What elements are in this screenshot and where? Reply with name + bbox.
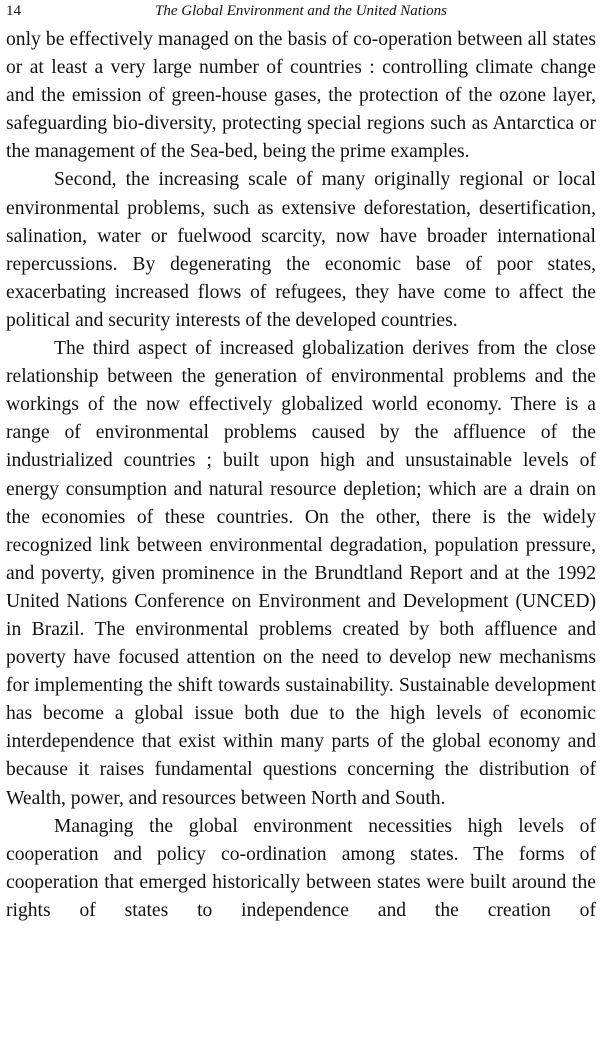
running-title: The Global Environment and the United Nations: [155, 3, 447, 19]
paragraph-third-aspect: The third aspect of increased globalization derives from the close relationship between the generation of environmental problems and the workings of the now effectively globalized world economy. There is a range of environmental problems caused by the affluence of the industrialized countries ; built upon high and unsustainable levels of energy consumption and natural resource depletion; which are a drain on the economies of these countries. On the other, there is the widely recognized link between environmental degradation, population pressure, and poverty, given prominence in the Brundtland Report and at the 1992 United Nations Conference on Environment and Development (UNCED) in Brazil. The environmental problems created by both affluence and poverty have focused attention on the need to develop new mechanisms for implementing the shift towards sustainability. Sustainable development has become a global issue both due to the high levels of economic interdependence that exist within many parts of the global economy and because it raises fundamental questions concerning the distribution of Wealth, power, and resources between North and South.: [6, 338, 596, 809]
paragraph-managing-environment: Managing the global environment necessities high levels of cooperation and policy co-ordination among states. The forms of cooperation that emerged historically between states were built around the rights of states to independence and the creation of: [6, 815, 596, 921]
paragraph-continued: only be effectively managed on the basis of co-operation between all states or at least a very large number of countries : controlling climate change and the emission of green-house gases, the protection of the ozone layer, safeguarding bio-diversity, protecting special regions such as Antarctica or the management of the Sea-bed, being the prime examples.: [6, 29, 596, 163]
body-text: [6, 26, 596, 925]
running-header: [6, 0, 596, 26]
page-number: 14: [6, 3, 21, 19]
paragraph-second-aspect: Second, the increasing scale of many originally regional or local environmental problems, such as extensive deforestation, desertification, salination, water or fuelwood scarcity, now have broader international repercussions. By degenerating the economic base of poor states, exacerbating increased flows of refugees, they have come to affect the political and security interests of the developed countries.: [6, 169, 596, 331]
